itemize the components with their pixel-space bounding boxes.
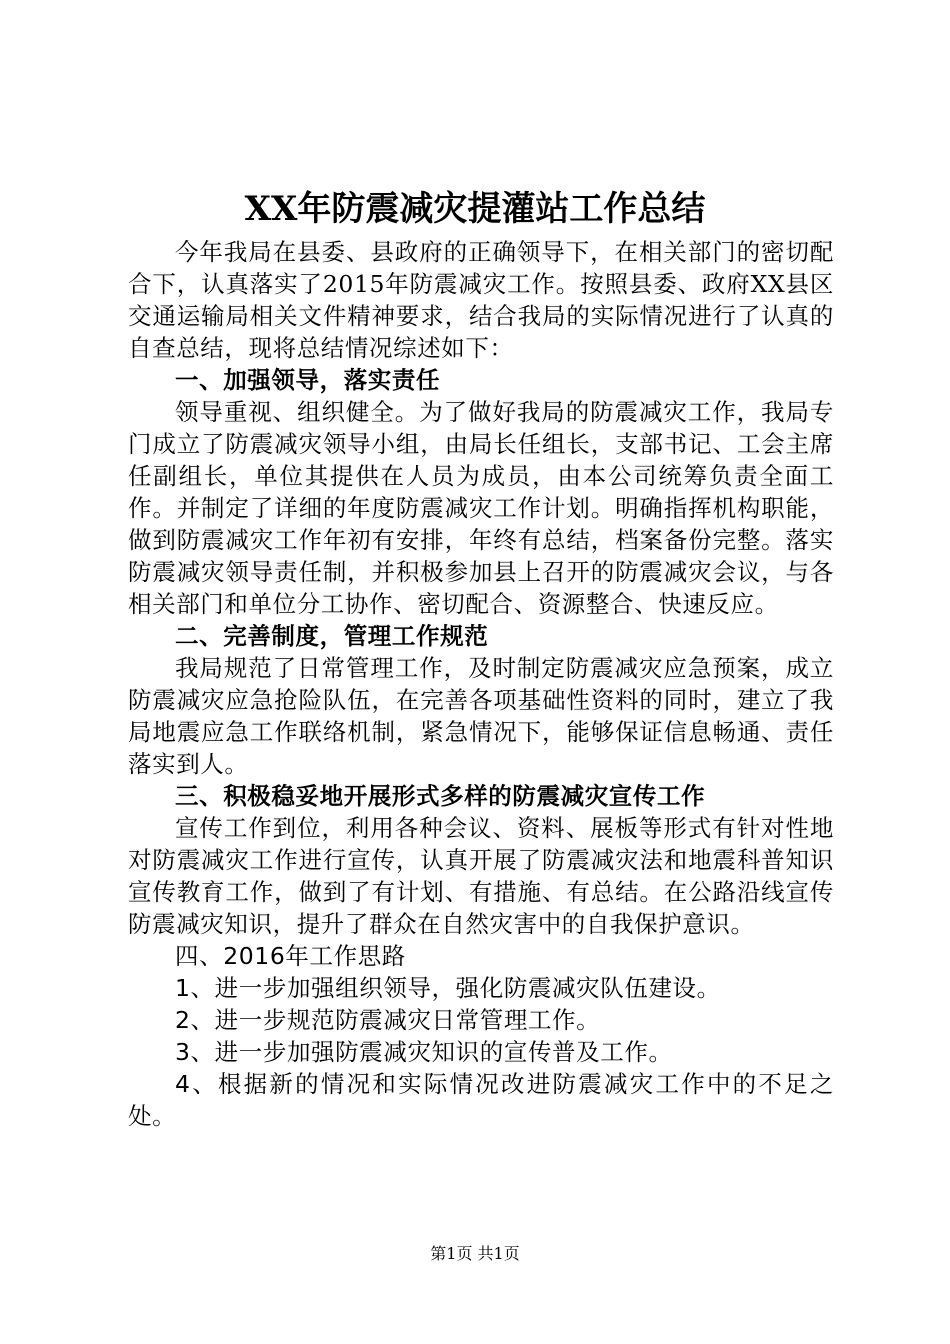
plan-item-2: 2、进一步规范防震减灾日常管理工作。 [175,1006,601,1034]
section-body-3: 宣传工作到位，利用各种会议、资料、展板等形式有针对性地对防震减灾工作进行宣传，认真开展了防震减灾法和地震科普知识宣传教育工作，做到了有计划、有措施、有总结。在公路沿线宣传防震减灾知识，提升了群众在自然灾害中的自我保护意识。 [128,814,834,938]
plan-heading: 四、2016年工作思路 [175,942,406,970]
document-title: XX年防震减灾提灌站工作总结 [244,189,706,229]
plan-item-4: 4、根据新的情况和实际情况改进防震减灾工作中的不足之处。 [128,1070,834,1130]
page-footer: 第1页 共1页 [430,1244,520,1263]
section-body-2: 我局规范了日常管理工作，及时制定防震减灾应急预案，成立防震减灾应急抢险队伍，在完善各项基础性资料的同时，建立了我局地震应急工作联络机制，紧急情况下，能够保证信息畅通、责任落实到人。 [128,654,834,778]
section-heading-3: 三、积极稳妥地开展形式多样的防震减灾宣传工作 [175,782,706,810]
section-body-1: 领导重视、组织健全。为了做好我局的防震减灾工作，我局专门成立了防震减灾领导小组，由局长任组长，支部书记、工会主席任副组长，单位其提供在人员为成员，由本公司统筹负责全面工作。并制定了详细的年度防震减灾工作计划。明确指挥机构职能，做到防震减灾工作年初有安排，年终有总结，档案备份完整。落实防震减灾领导责任制，并积极参加县上召开的防震减灾会议，与各相关部门和单位分工协作、密切配合、资源整合、快速反应。 [128,398,834,618]
section-heading-2: 二、完善制度，管理工作规范 [175,622,489,650]
plan-item-1: 1、进一步加强组织领导，强化防震减灾队伍建设。 [175,974,721,1002]
document-body [128,236,834,1132]
plan-item-3: 3、进一步加强防震减灾知识的宣传普及工作。 [175,1038,673,1066]
intro-paragraph: 今年我局在县委、县政府的正确领导下，在相关部门的密切配合下，认真落实了2015年防震减灾工作。按照县委、政府XX县区交通运输局相关文件精神要求，结合我局的实际情况进行了认真的自查总结，现将总结情况综述如下： [128,238,834,362]
section-heading-1: 一、加强领导，落实责任 [175,366,441,394]
